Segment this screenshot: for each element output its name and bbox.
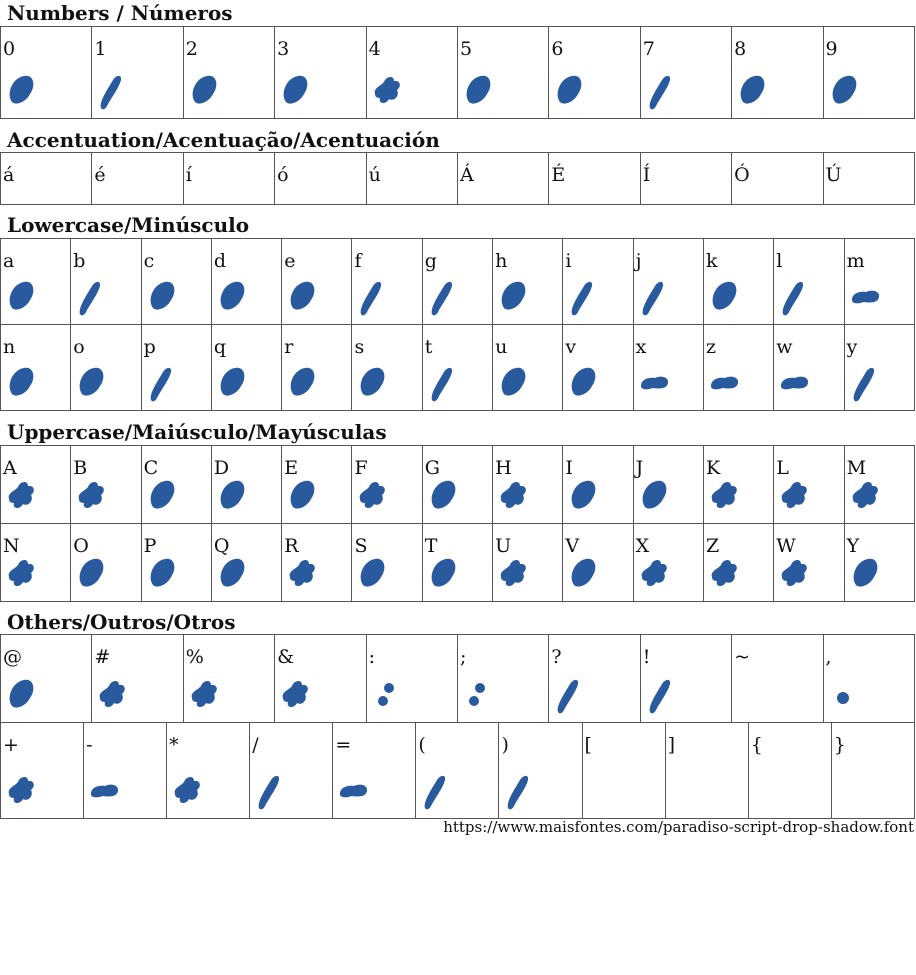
glyph-row [1,27,915,119]
glyph-cell [1,723,84,819]
glyph-cell [416,723,499,819]
glyph-cell [282,325,352,411]
glyph-char-label: / [252,734,259,756]
glyph-char-label: U [495,535,512,557]
glyph-char-label: I [565,457,573,479]
splat-glyph-icon [189,676,221,716]
glyph-cell [275,153,366,205]
glyph-char-label: 2 [185,38,198,60]
glyph-cell [275,635,366,723]
glyph-char-label: É [551,164,566,186]
glyph-char-label: 7 [642,38,655,60]
section-title-accentuation: Accentuation/Acentuação/Acentuación [7,128,440,152]
glyph-cell [844,524,914,602]
glyph-char-label: g [424,250,437,272]
glyph-char-label: ~ [734,646,751,668]
glyph-char-label: Á [459,164,474,186]
glyph-char-label: z [705,336,716,358]
glyph-char-label: S [354,535,368,557]
glyph-char-label: Ú [825,164,842,186]
glyph-char-label: B [73,457,88,479]
glyph-char-label: 6 [551,38,564,60]
glyph-char-label: } [833,734,846,756]
blob-glyph-icon [709,278,741,318]
glyph-cell [844,325,914,411]
glyph-cell [549,635,640,723]
glyph-char-label: e [284,250,296,272]
uppercase-table [0,445,915,602]
glyph-char-label: j [635,250,642,272]
glyph-cell [141,524,211,602]
glyph-cell [640,27,731,119]
blob-glyph-icon [357,364,389,404]
glyph-row [1,723,915,819]
glyph-char-label: x [635,336,647,358]
glyph-char-label: Ó [734,164,750,186]
glyph-char-label: 3 [277,38,290,60]
glyph-cell [333,723,416,819]
glyph-cell [92,635,183,723]
splat-glyph-icon [6,477,38,517]
glyph-cell [703,524,773,602]
glyph-char-label: b [73,250,86,272]
glyph-char-label: O [73,535,89,557]
glyph-cell [633,446,703,524]
glyph-char-label: y [846,336,858,358]
glyph-cell [71,325,141,411]
glyph-cell [774,524,844,602]
glyph-char-label: n [3,336,16,358]
glyph-cell [141,325,211,411]
glyph-char-label: % [185,646,204,668]
glyph-cell [703,446,773,524]
glyph-cell [422,524,492,602]
blob-glyph-icon [463,72,495,112]
glyph-cell [774,239,844,325]
glyph-char-label: [ [584,734,592,756]
blob-glyph-icon [287,278,319,318]
glyph-char-label: v [565,336,577,358]
glyph-char-label: R [284,535,299,557]
glyph-char-label: 9 [825,38,838,60]
glyph-cell [457,27,548,119]
glyph-char-label: p [143,336,156,358]
glyph-char-label: M [846,457,867,479]
splat-glyph-icon [172,772,204,812]
glyph-char-label: ! [642,646,651,668]
blob-glyph-icon [554,72,586,112]
glyph-cell [563,239,633,325]
flat-glyph-icon [89,772,121,812]
glyph-char-label: m [846,250,865,272]
glyph-char-label: d [213,250,227,272]
blob-glyph-icon [737,72,769,112]
glyph-char-label: ? [551,646,562,668]
glyph-char-label: t [424,336,433,358]
glyph-char-label: 8 [734,38,747,60]
stroke-glyph-icon [147,364,179,404]
glyph-char-label: - [86,734,93,756]
stroke-glyph-icon [428,364,460,404]
glyph-cell [352,239,422,325]
flat-glyph-icon [338,772,370,812]
glyph-char-label: , [825,646,832,668]
splat-glyph-icon [6,555,38,595]
glyph-char-label: V [565,535,580,557]
glyph-cell [563,524,633,602]
glyph-cell [732,27,823,119]
glyph-char-label: Z [705,535,720,557]
glyph-cell [352,446,422,524]
blob-glyph-icon [287,477,319,517]
glyph-char-label: + [3,734,19,756]
glyph-cell [774,325,844,411]
numbers-table [0,26,915,119]
glyph-cell [183,153,274,205]
blob-glyph-icon [639,477,671,517]
glyph-cell [141,446,211,524]
glyph-cell [71,239,141,325]
splat-glyph-icon [97,676,129,716]
glyph-row [1,446,915,524]
glyph-cell [640,153,731,205]
glyph-cell [183,27,274,119]
glyph-cell [211,239,281,325]
glyph-char-label: E [284,457,299,479]
splat-glyph-icon [850,477,882,517]
glyph-char-label: G [424,457,440,479]
glyph-cell [211,325,281,411]
glyph-cell [823,153,914,205]
glyph-char-label: u [495,336,508,358]
glyph-char-label: A [3,457,17,479]
glyph-char-label: @ [3,646,22,668]
glyph-cell [282,446,352,524]
glyph-cell [549,27,640,119]
section-title-lowercase: Lowercase/Minúsculo [7,213,250,237]
glyph-char-label: í [185,164,192,186]
glyph-cell [633,239,703,325]
glyph-char-label: W [776,535,796,557]
glyph-char-label: c [143,250,155,272]
glyph-cell [1,239,71,325]
section-title-uppercase: Uppercase/Maiúsculo/Mayúsculas [7,420,387,444]
blob-glyph-icon [829,72,861,112]
splat-glyph-icon [709,555,741,595]
flat-glyph-icon [709,364,741,404]
glyph-cell [549,153,640,205]
dots-glyph-icon [372,676,404,716]
glyph-cell [732,635,823,723]
glyph-char-label: i [565,250,572,272]
glyph-cell [493,446,563,524]
glyph-char-label: q [213,336,227,358]
glyph-char-label: a [3,250,15,272]
lowercase-table [0,238,915,411]
glyph-cell [640,635,731,723]
dot-glyph-icon [829,676,861,716]
flat-glyph-icon [639,364,671,404]
glyph-cell [141,239,211,325]
glyph-char-label: D [213,457,230,479]
glyph-char-label: * [169,734,179,756]
others-table-row1 [0,634,915,723]
stroke-glyph-icon [639,278,671,318]
glyph-cell [1,635,92,723]
blob-glyph-icon [217,278,249,318]
blob-glyph-icon [498,364,530,404]
stroke-glyph-icon [554,676,586,716]
glyph-cell [422,325,492,411]
glyph-cell [774,446,844,524]
stroke-glyph-icon [357,278,389,318]
glyph-char-label: Q [213,535,230,557]
blob-glyph-icon [147,278,179,318]
glyph-char-label: = [335,734,352,756]
stroke-glyph-icon [850,364,882,404]
glyph-char-label: F [354,457,368,479]
glyph-cell [823,635,914,723]
blob-glyph-icon [357,555,389,595]
glyph-char-label: # [94,646,111,668]
blob-glyph-icon [428,477,460,517]
glyph-char-label: T [424,535,438,557]
glyph-cell [84,723,167,819]
glyph-char-label: P [143,535,157,557]
section-title-others: Others/Outros/Otros [7,610,236,634]
section-title-numbers: Numbers / Números [7,1,233,25]
glyph-cell [665,723,748,819]
blob-glyph-icon [6,72,38,112]
blob-glyph-icon [6,278,38,318]
glyph-char-label: ) [501,734,509,756]
glyph-cell [1,325,71,411]
glyph-cell [703,239,773,325]
glyph-cell [831,723,914,819]
glyph-cell [422,446,492,524]
glyph-char-label: Y [846,535,860,557]
glyph-char-label: ( [418,734,426,756]
glyph-char-label: w [776,336,793,358]
glyph-char-label: N [3,535,20,557]
glyph-cell [422,239,492,325]
glyph-cell [366,635,457,723]
glyph-char-label: 0 [3,38,16,60]
glyph-cell [282,524,352,602]
glyph-cell [633,325,703,411]
stroke-glyph-icon [421,772,453,812]
glyph-cell [366,27,457,119]
blob-glyph-icon [147,555,179,595]
stroke-glyph-icon [646,676,678,716]
glyph-row [1,239,915,325]
glyph-char-label: L [776,457,789,479]
glyph-char-label: r [284,336,294,358]
glyph-cell [275,27,366,119]
glyph-cell [250,723,333,819]
blob-glyph-icon [428,555,460,595]
glyph-char-label: s [354,336,365,358]
glyph-cell [493,239,563,325]
glyph-cell [167,723,250,819]
glyph-row [1,325,915,411]
glyph-char-label: 4 [368,38,381,60]
blob-glyph-icon [568,477,600,517]
glyph-char-label: o [73,336,85,358]
glyph-char-label: l [776,250,783,272]
splat-glyph-icon [76,477,108,517]
glyph-cell [493,325,563,411]
blob-glyph-icon [498,278,530,318]
glyph-char-label: & [277,646,295,668]
glyph-row [1,635,915,723]
glyph-char-label: X [635,535,650,557]
flat-glyph-icon [779,364,811,404]
blob-glyph-icon [6,364,38,404]
glyph-char-label: H [495,457,512,479]
blob-glyph-icon [76,364,108,404]
blob-glyph-icon [147,477,179,517]
blob-glyph-icon [217,555,249,595]
glyph-char-label: K [705,457,721,479]
glyph-char-label: C [143,457,159,479]
glyph-cell [703,325,773,411]
stroke-glyph-icon [504,772,536,812]
blob-glyph-icon [76,555,108,595]
glyph-cell [1,524,71,602]
stroke-glyph-icon [428,278,460,318]
glyph-char-label: á [3,164,15,186]
glyph-cell [823,27,914,119]
glyph-cell [1,27,92,119]
blob-glyph-icon [568,555,600,595]
stroke-glyph-icon [646,72,678,112]
blob-glyph-icon [850,555,882,595]
glyph-cell [92,27,183,119]
glyph-cell [71,524,141,602]
glyph-cell [71,446,141,524]
splat-glyph-icon [779,477,811,517]
glyph-char-label: J [635,457,644,479]
glyph-cell [1,153,92,205]
splat-glyph-icon [498,555,530,595]
stroke-glyph-icon [779,278,811,318]
glyph-cell [633,524,703,602]
glyph-char-label: f [354,250,362,272]
stroke-glyph-icon [568,278,600,318]
splat-glyph-icon [639,555,671,595]
splat-glyph-icon [287,555,319,595]
glyph-cell [92,153,183,205]
glyph-cell [563,325,633,411]
glyph-cell [844,239,914,325]
glyph-char-label: ; [459,646,467,668]
dots-glyph-icon [463,676,495,716]
glyph-cell [352,524,422,602]
blob-glyph-icon [217,477,249,517]
blob-glyph-icon [189,72,221,112]
glyph-cell [493,524,563,602]
splat-glyph-icon [6,772,38,812]
splat-glyph-icon [779,555,811,595]
splat-glyph-icon [498,477,530,517]
blob-glyph-icon [568,364,600,404]
blob-glyph-icon [280,72,312,112]
splat-glyph-icon [280,676,312,716]
glyph-char-label: Í [642,164,651,186]
glyph-cell [282,239,352,325]
blob-glyph-icon [217,364,249,404]
stroke-glyph-icon [76,278,108,318]
glyph-cell [457,635,548,723]
glyph-cell [1,446,71,524]
accentuation-table [0,152,915,205]
glyph-row [1,524,915,602]
glyph-char-label: h [495,250,508,272]
splat-glyph-icon [357,477,389,517]
glyph-char-label: ú [368,164,381,186]
glyph-cell [211,524,281,602]
glyph-cell [457,153,548,205]
glyph-char-label: é [94,164,106,186]
glyph-row [1,153,915,205]
glyph-cell [582,723,665,819]
splat-glyph-icon [709,477,741,517]
glyph-cell [183,635,274,723]
source-url[interactable]: https://www.maisfontes.com/paradiso-script-drop-shadow.font [443,818,914,836]
glyph-char-label: 5 [459,38,473,60]
glyph-cell [748,723,831,819]
glyph-char-label: { [750,734,763,756]
glyph-cell [563,446,633,524]
stroke-glyph-icon [255,772,287,812]
glyph-char-label: k [705,250,718,272]
glyph-char-label: : [368,646,375,668]
glyph-cell [366,153,457,205]
flat-glyph-icon [850,278,882,318]
blob-glyph-icon [6,676,38,716]
glyph-cell [211,446,281,524]
blob-glyph-icon [287,364,319,404]
glyph-cell [732,153,823,205]
glyph-char-label: 1 [94,38,107,60]
glyph-char-label: ó [277,164,289,186]
glyph-cell [844,446,914,524]
others-table-row2 [0,722,915,819]
glyph-cell [352,325,422,411]
glyph-char-label: ] [667,734,676,756]
glyph-cell [499,723,582,819]
splat-glyph-icon [372,72,404,112]
stroke-glyph-icon [97,72,129,112]
